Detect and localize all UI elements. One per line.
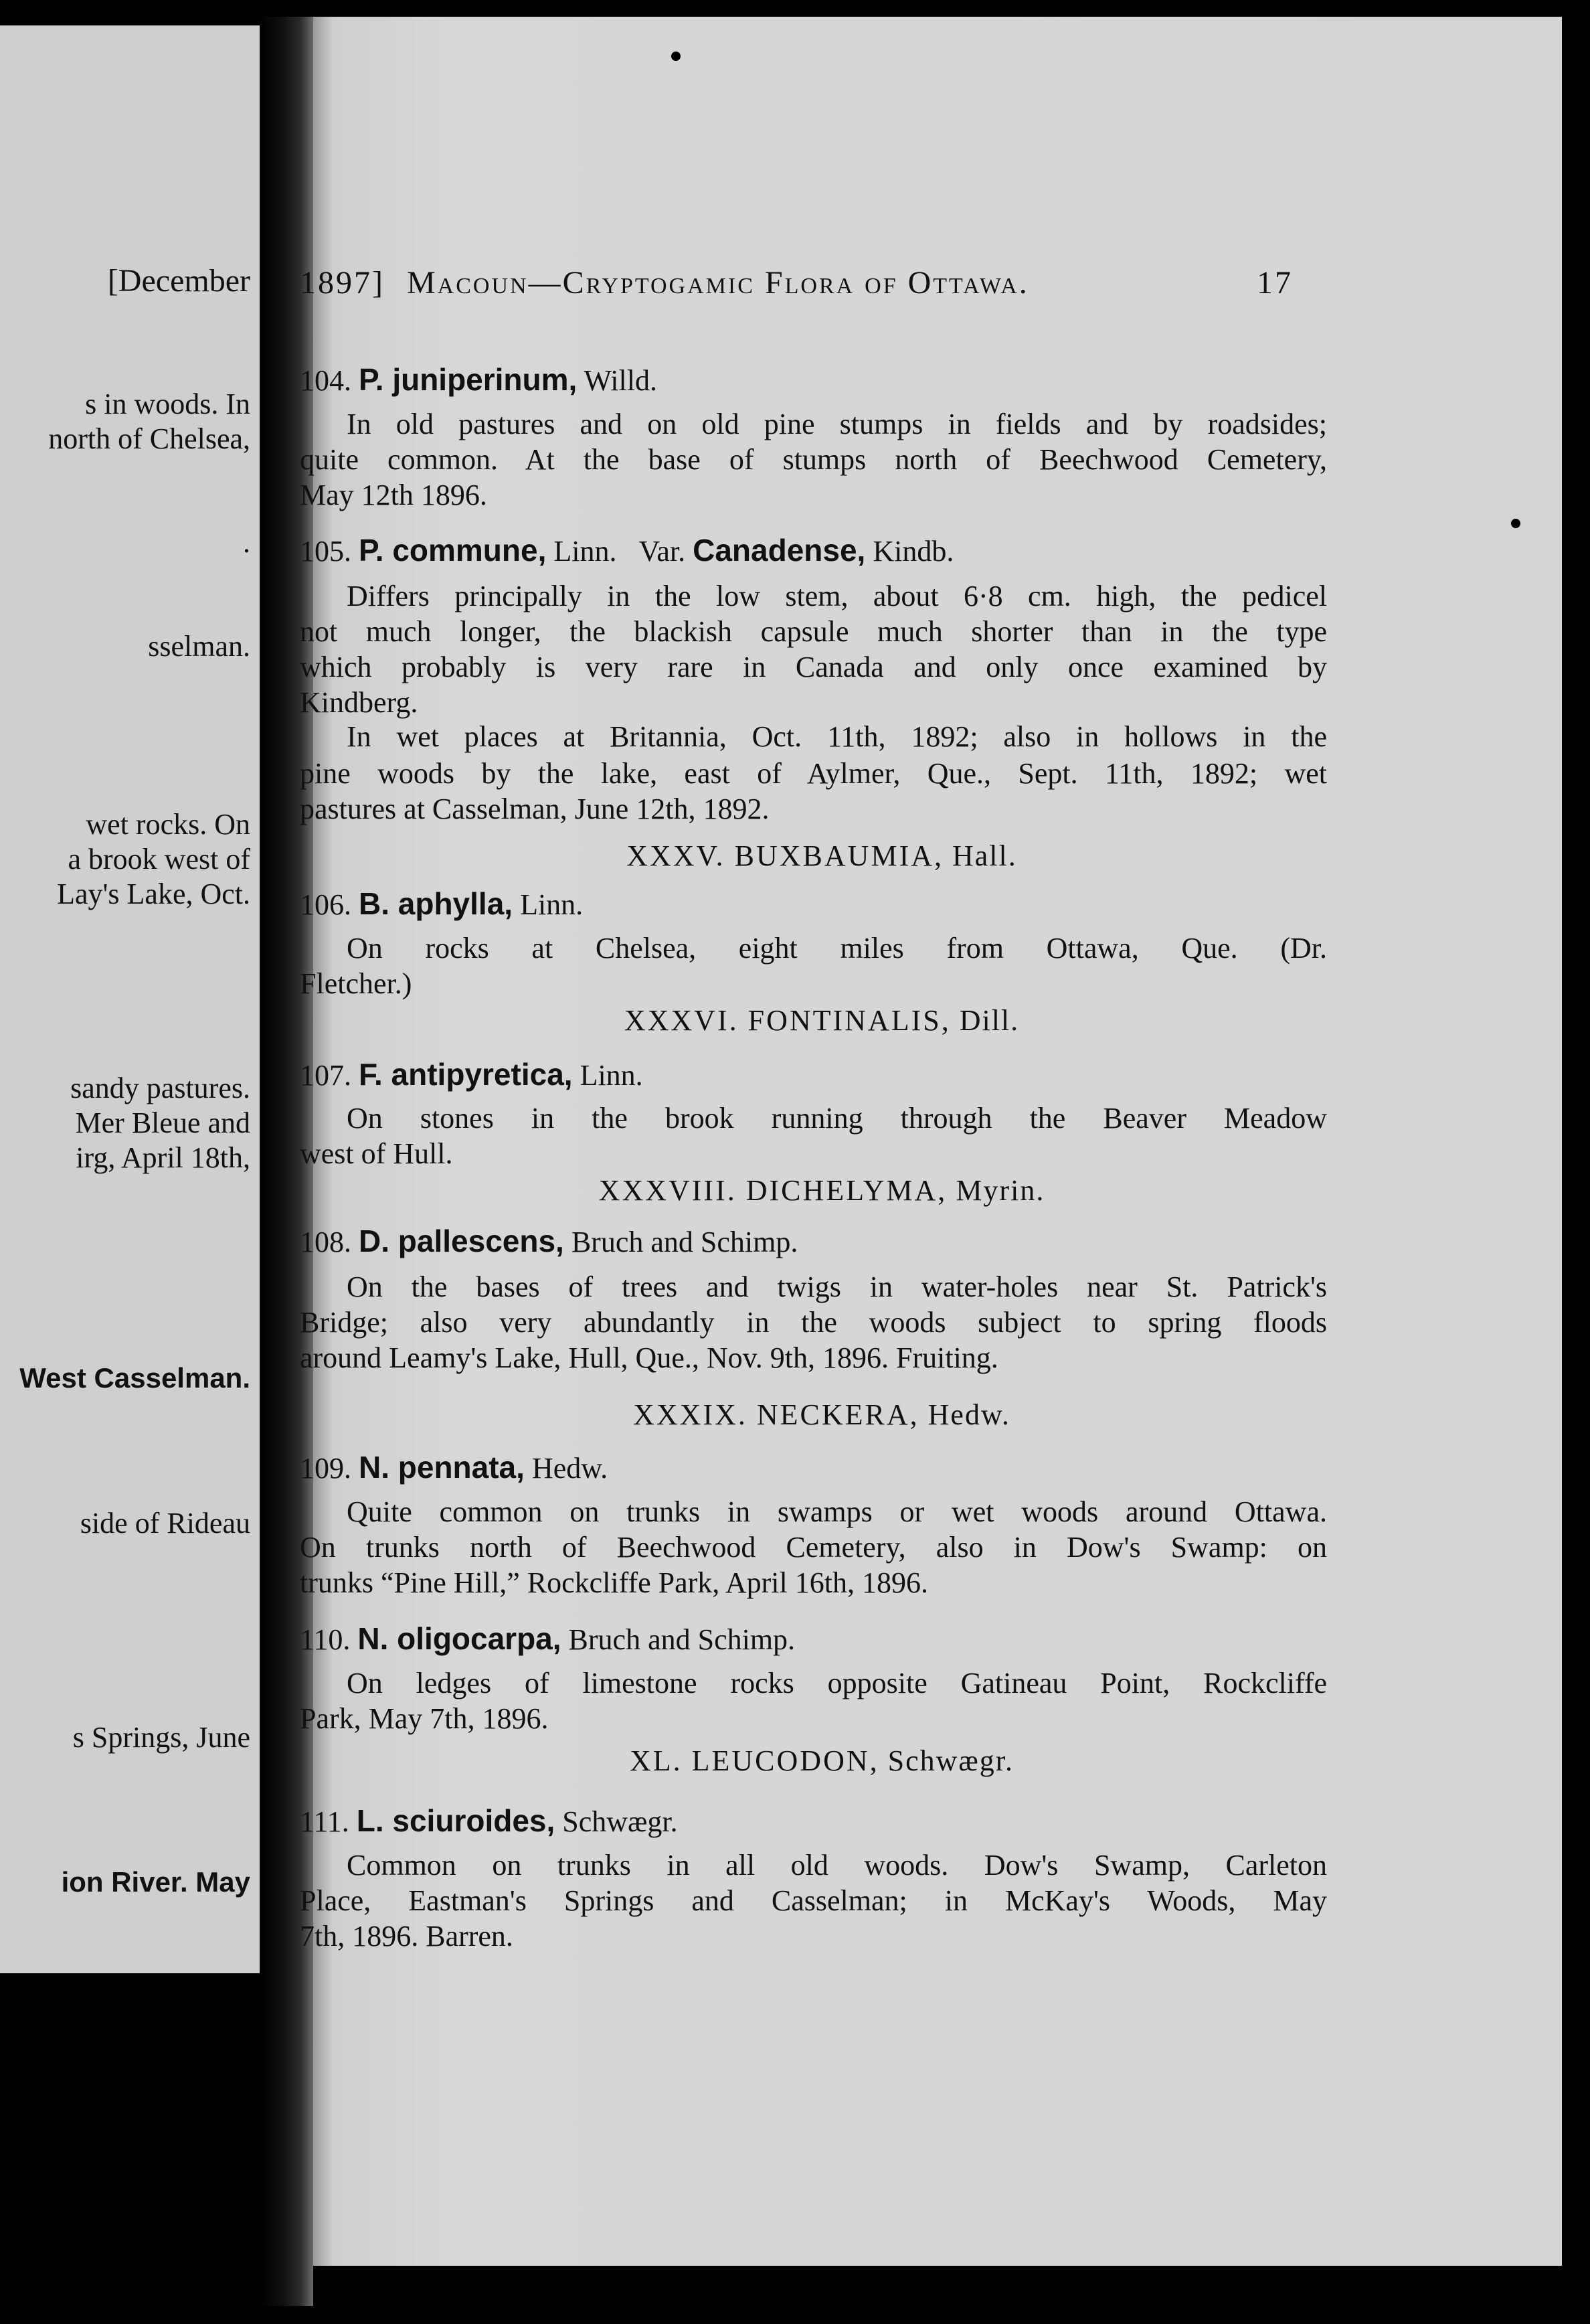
left-page-line: Mer Bleue and	[75, 1106, 250, 1139]
genus-authority: Schwægr.	[887, 1744, 1014, 1777]
entry-number: 105.	[300, 535, 351, 568]
left-page-line: s in woods. In	[85, 388, 250, 420]
entry-number: 111.	[300, 1805, 349, 1838]
taxon-name: P. juniperinum,	[359, 362, 578, 397]
entry-number: 106.	[300, 888, 351, 921]
speck-mark	[671, 52, 681, 61]
entry-number: 104.	[300, 364, 351, 397]
entry-text-line: Fletcher.)	[300, 967, 412, 1000]
entry-text-line: around Leamy's Lake, Hull, Que., Nov. 9th, 1896. Fruiting.	[300, 1341, 998, 1374]
left-page-line: .	[243, 526, 250, 559]
genus-authority: Myrin.	[956, 1174, 1045, 1207]
taxon-authority: Willd.	[584, 364, 657, 397]
genus-heading	[313, 1398, 1330, 1432]
entry-text-line: pastures at Casselman, June 12th, 1892.	[300, 793, 770, 825]
genus-name: XXXVI. FONTINALIS,	[624, 1004, 951, 1037]
genus-name: XXXIX. NECKERA,	[633, 1398, 919, 1431]
species-heading	[300, 532, 1327, 568]
left-page-line: Lay's Lake, Oct.	[57, 878, 250, 910]
entry-text-line: In wet places at Britannia, Oct. 11th, 1892; also in hollows in the	[347, 720, 1327, 753]
left-page-line: side of Rideau	[80, 1507, 250, 1540]
left-page-line: north of Chelsea,	[48, 422, 250, 455]
speck-mark	[1511, 519, 1520, 528]
entry-text-line: On ledges of limestone rocks opposite Gatineau Point, Rockcliffe	[347, 1667, 1327, 1699]
entry-text-line: Place, Eastman's Springs and Casselman; in McKay's Woods, May	[300, 1884, 1327, 1917]
variety-label: Var.	[638, 535, 686, 568]
taxon-authority: Bruch and Schimp.	[568, 1623, 796, 1656]
taxon-name: P. commune,	[359, 533, 547, 568]
variety-authority: Kindb.	[873, 535, 954, 568]
entry-text-line: which probably is very rare in Canada and only once examined by	[300, 651, 1327, 683]
entry-number: 110.	[300, 1623, 351, 1656]
page-number: 17	[1257, 265, 1293, 301]
variety-name: Canadense,	[693, 533, 866, 568]
taxon-authority: Linn.	[580, 1059, 643, 1092]
left-page-line: s Springs, June	[72, 1721, 250, 1754]
genus-heading	[313, 1003, 1330, 1038]
species-heading	[300, 1621, 1327, 1657]
taxon-name: N. oligocarpa,	[357, 1621, 561, 1656]
left-page-line: wet rocks. On	[86, 808, 250, 841]
entry-text-line: On the bases of trees and twigs in water-holes near St. Patrick's	[347, 1270, 1327, 1303]
taxon-authority: Bruch and Schimp.	[571, 1226, 798, 1258]
taxon-authority: Hedw.	[531, 1452, 608, 1485]
entry-text-line: trunks “Pine Hill,” Rockcliffe Park, April 16th, 1896.	[300, 1566, 928, 1599]
entry-text-line: In old pastures and on old pine stumps in fields and by roadsides;	[347, 408, 1327, 440]
entry-text-line: Differs principally in the low stem, about 6·8 cm. high, the pedicel	[347, 580, 1327, 612]
left-page-line: sselman.	[148, 630, 250, 663]
genus-name: XL. LEUCODON,	[630, 1744, 879, 1777]
taxon-authority: Linn.	[553, 535, 617, 568]
taxon-name: L. sciuroides,	[356, 1803, 555, 1838]
species-heading	[300, 1056, 1327, 1092]
entry-text-line: west of Hull.	[300, 1137, 453, 1170]
genus-heading	[313, 839, 1330, 873]
left-page-line: West Casselman.	[19, 1362, 250, 1394]
entry-text-line: 7th, 1896. Barren.	[300, 1920, 513, 1953]
taxon-name: N. pennata,	[359, 1450, 525, 1485]
header-year: 1897]	[300, 265, 385, 301]
genus-heading	[313, 1173, 1330, 1208]
taxon-name: D. pallescens,	[359, 1224, 564, 1258]
entry-text-line: Park, May 7th, 1896.	[300, 1702, 549, 1735]
genus-name: XXXV. BUXBAUMIA,	[626, 839, 944, 872]
left-page-line: sandy pastures.	[70, 1072, 250, 1104]
entry-text-line: On rocks at Chelsea, eight miles from Ottawa, Que. (Dr.	[347, 932, 1327, 965]
entry-text-line: not much longer, the blackish capsule much shorter than in the type	[300, 615, 1327, 648]
entry-text-line: Quite common on trunks in swamps or wet woods around Ottawa.	[347, 1495, 1327, 1528]
genus-name: XXXVIII. DICHELYMA,	[598, 1174, 948, 1207]
left-page-line: ion River. May	[61, 1866, 250, 1898]
taxon-name: F. antipyretica,	[359, 1057, 573, 1092]
entry-text-line: On stones in the brook running through the Beaver Meadow	[347, 1102, 1327, 1135]
right-page	[300, 17, 1562, 2266]
entry-text-line: pine woods by the lake, east of Aylmer, Que., Sept. 11th, 1892; wet	[300, 757, 1327, 790]
left-page-line: a brook west of	[68, 843, 250, 876]
entry-text-line: quite common. At the base of stumps north of Beechwood Cemetery,	[300, 443, 1327, 476]
species-heading	[300, 886, 1327, 922]
entry-text-line: May 12th 1896.	[300, 479, 487, 511]
taxon-authority: Linn.	[520, 888, 584, 921]
entry-text-line: Bridge; also very abundantly in the woods subject to spring floods	[300, 1306, 1327, 1339]
left-page-fragment	[0, 25, 274, 1973]
left-page-line: irg, April 18th,	[76, 1141, 250, 1174]
taxon-authority: Schwægr.	[562, 1805, 678, 1838]
entry-text-line: Kindberg.	[300, 686, 418, 719]
genus-authority: Hall.	[952, 839, 1017, 872]
taxon-name: B. aphylla,	[359, 886, 513, 921]
species-heading	[300, 1803, 1327, 1839]
running-title: Macoun—Cryptogamic Flora of Ottawa.	[407, 265, 1029, 301]
entry-number: 108.	[300, 1226, 351, 1258]
species-heading	[300, 361, 1327, 398]
entry-text-line: On trunks north of Beechwood Cemetery, also in Dow's Swamp: on	[300, 1531, 1327, 1564]
genus-authority: Hedw.	[928, 1398, 1010, 1431]
genus-heading	[313, 1744, 1330, 1778]
entry-text-line: Common on trunks in all old woods. Dow's Swamp, Carleton	[347, 1849, 1327, 1882]
species-heading	[300, 1223, 1327, 1259]
left-page-line: [December	[107, 263, 250, 299]
genus-authority: Dill.	[959, 1004, 1020, 1037]
entry-number: 107.	[300, 1059, 351, 1092]
entry-number: 109.	[300, 1452, 351, 1485]
species-heading	[300, 1449, 1327, 1485]
